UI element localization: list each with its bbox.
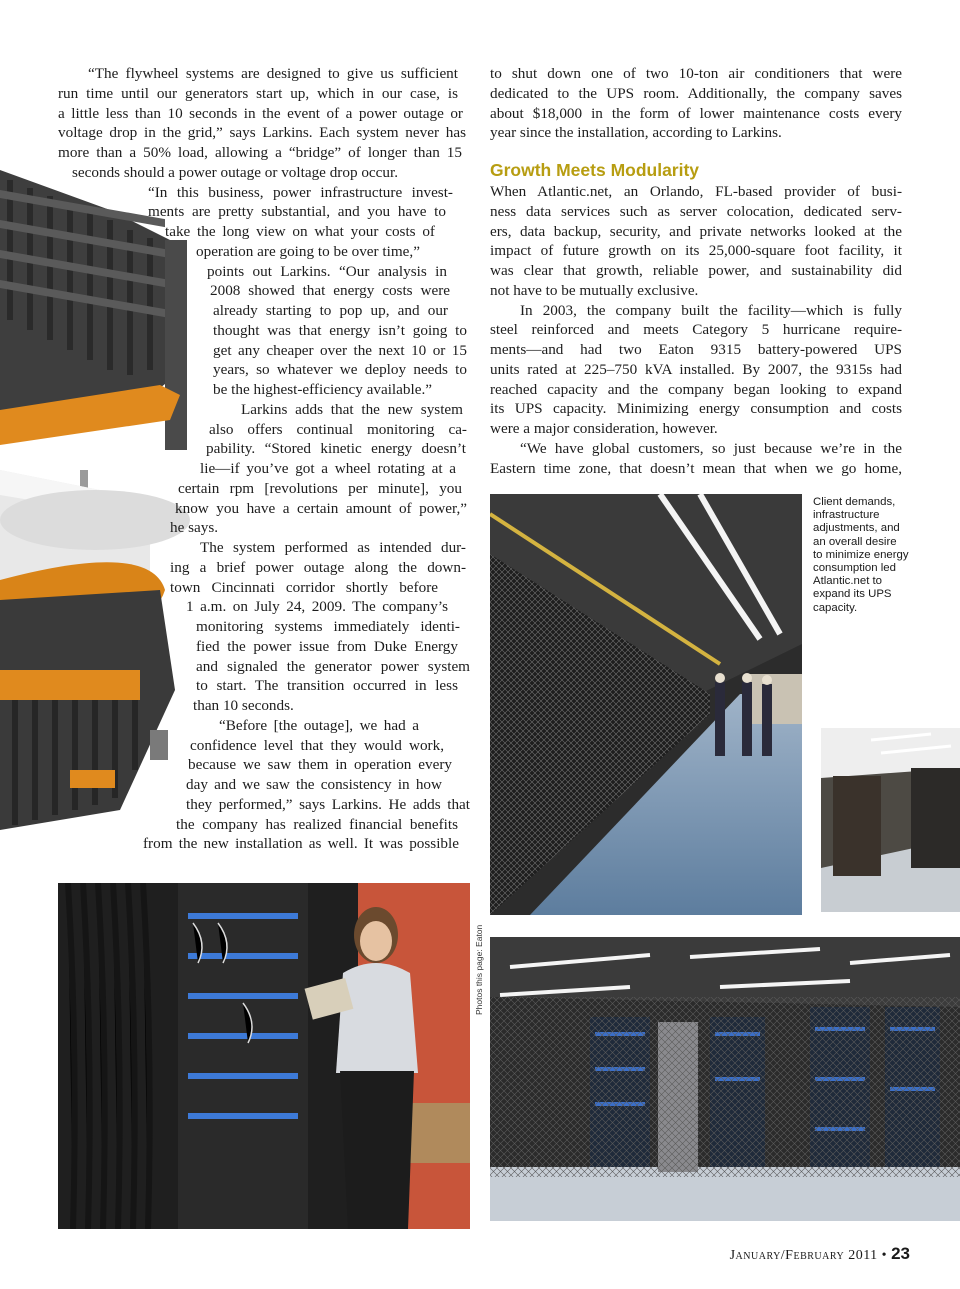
section-heading: Growth Meets Modularity: [490, 160, 700, 180]
left-column-line: to start. The transition occurred in less: [196, 677, 458, 695]
right-intro-line: to shut down one of two 10-ton air conditioners that were: [490, 65, 902, 82]
left-column-line: Larkins adds that the new system: [241, 400, 463, 418]
left-column-line: 1 a.m. on July 24, 2009. The company’s: [186, 598, 448, 616]
left-column-line: fied the power issue from Duke Energy: [196, 637, 458, 655]
left-column-line: voltage drop in the grid,” says Larkins. Each system never has: [58, 124, 466, 142]
left-column-line: “The flywheel systems are designed to give us sufficient: [88, 65, 458, 82]
right-body-line: “We have global customers, so just because we’re in the: [520, 439, 902, 457]
caption-line: Client demands,: [813, 496, 896, 508]
left-column-line: ing a brief power outage along the down-: [170, 558, 466, 576]
right-body-line: When Atlantic.net, an Orlando, FL-based provider of busi-: [490, 183, 902, 200]
left-column-line: be the highest-efficiency available.”: [213, 381, 432, 398]
right-intro-line: year since the installation, according to Larkins.: [490, 124, 782, 142]
left-column-line: confidence level that they would work,: [190, 736, 444, 754]
left-column-line: town Cincinnati corridor shortly before: [170, 578, 438, 596]
caption-line: Atlantic.net to: [813, 575, 883, 588]
left-column-line: and signaled the generator power system: [196, 657, 470, 675]
right-body-line: not have to be mutually exclusive.: [490, 281, 699, 299]
left-column-line: thought was that energy isn’t going to: [213, 321, 467, 339]
left-column-line: ments are pretty substantial, and you have to: [148, 203, 446, 221]
caption-line: to minimize energy: [813, 548, 909, 561]
caption-line: an overall desire: [813, 535, 897, 548]
photo-credit: Photos this page: Eaton: [474, 924, 484, 1015]
photo-caption: [813, 496, 955, 615]
right-body-line: steel reinforced and meets Category 5 hurricane require-: [490, 321, 902, 339]
left-column-line: years, so whatever we deploy needs to: [213, 361, 467, 379]
left-column-line: already starting to pop up, and our: [213, 302, 448, 319]
left-column-line: they performed,” says Larkins. He adds that: [186, 795, 470, 813]
left-column-line: seconds should a power outage or voltage drop occur.: [72, 163, 399, 181]
right-body-line: ers, data backup, security, and private networks looked at the: [490, 222, 902, 240]
left-column-line: from the new installation as well. It was possible: [143, 835, 459, 853]
left-column-line: “Before [the outage], we had a: [219, 716, 419, 734]
right-column-body: [490, 182, 902, 478]
left-column-line: because we saw them in operation every: [188, 756, 452, 774]
caption-line: expand its UPS: [813, 588, 892, 601]
caption-line: infrastructure: [813, 509, 880, 522]
left-column-line: the company has realized financial benefits: [176, 815, 458, 833]
left-column-line: also offers continual monitoring ca-: [209, 420, 467, 438]
left-column-line: lie—if you’ve got a wheel rotating at a: [200, 460, 456, 477]
left-column-line: he says.: [170, 519, 219, 537]
photo-datacenter-aisle: [490, 494, 802, 915]
page-number: 23: [891, 1244, 910, 1263]
left-column-line: run time until our generators start up, which in our case, is: [58, 84, 458, 102]
right-body-line: ments—and had two Eaton 9315 battery-powered UPS: [490, 341, 902, 358]
left-column-line: points out Larkins. “Our analysis in: [207, 262, 447, 280]
right-body-line: ness data services such as server colocation, dedicated serv-: [490, 202, 902, 220]
page-footer: [690, 1244, 910, 1264]
photo-server-room: [821, 728, 960, 912]
left-column-line: monitoring systems immediately identi-: [196, 618, 460, 635]
right-body-line: Eastern time zone, that doesn’t mean that when we go home,: [490, 459, 902, 477]
photo-technician-rack: [58, 883, 470, 1229]
right-body-line: In 2003, the company built the facility—which is fully: [520, 301, 902, 319]
right-column-intro: [490, 64, 902, 143]
right-body-line: was clear that growth, reliable power, and sustainability did: [490, 262, 902, 279]
left-column-line: operation are going to be over time,”: [196, 242, 420, 260]
right-body-line: reached capacity and the company began looking to expand: [490, 380, 902, 398]
left-column-line: The system performed as intended dur-: [200, 539, 466, 556]
left-column-line: get any cheaper over the next 10 or 15: [213, 341, 467, 359]
left-column-line: certain rpm [revolutions per minute], you: [178, 479, 462, 497]
left-column-line: “In this business, power infrastructure invest-: [148, 183, 453, 201]
left-column-line: pability. “Stored kinetic energy doesn’t: [206, 440, 466, 458]
right-body-line: its UPS capacity. Minimizing energy consumption and costs: [490, 400, 902, 418]
photo-caged-aisles: [490, 937, 960, 1221]
caption-line: consumption led: [813, 562, 896, 575]
caption-line: adjustments, and: [813, 522, 900, 535]
left-column-line: take the long view on what your costs of: [165, 223, 435, 240]
footer-bullet: •: [881, 1248, 888, 1263]
right-body-line: units rated at 225–750 kVA installed. By 2007, the 9315s had: [490, 360, 902, 378]
right-body-line: were a major consideration, however.: [490, 420, 718, 437]
right-body-line: impact of future growth on its 25,000-square foot facility, it: [490, 242, 902, 260]
left-column-line: than 10 seconds.: [193, 697, 294, 714]
left-column-line: a little less than 10 seconds in the event of a power outage or: [58, 104, 463, 122]
left-column-line: know you have a certain amount of power,”: [175, 499, 467, 517]
footer-issue: January/February 2011: [729, 1248, 878, 1263]
left-column-line: 2008 showed that energy costs were: [210, 282, 450, 300]
caption-line: capacity.: [813, 601, 858, 614]
left-column-line: day and we saw the consistency in how: [186, 776, 442, 793]
right-intro-line: dedicated to the UPS room. Additionally, the company saves: [490, 84, 902, 102]
right-intro-line: about $18,000 in the form of lower maintenance costs every: [490, 104, 902, 122]
left-column-line: more than a 50% load, allowing a “bridge” of longer than 15: [58, 144, 462, 161]
